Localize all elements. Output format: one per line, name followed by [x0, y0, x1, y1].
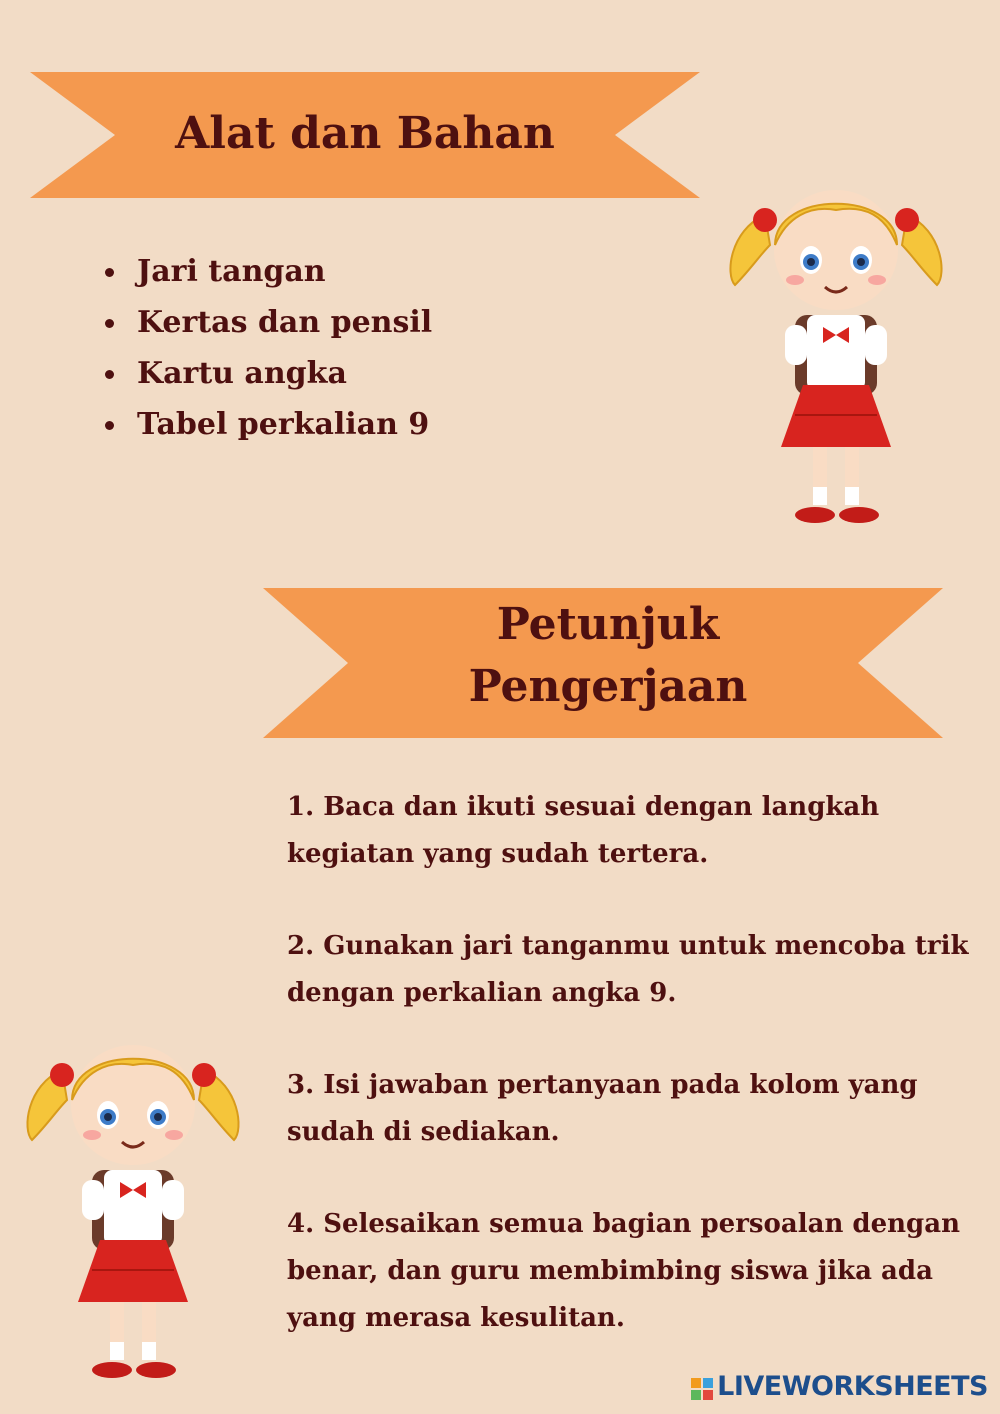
brand-text: LIVEWORKSHEETS	[717, 1371, 988, 1402]
section-title	[263, 594, 943, 718]
liveworksheets-logo-icon	[691, 1376, 713, 1398]
list-item: Kertas dan pensil	[105, 297, 432, 348]
instruction-step: 4. Selesaikan semua bagian persoalan dengan benar, dan guru membimbing siswa jika ada yang merasa kesulitan.	[287, 1209, 960, 1333]
liveworksheets-brand	[691, 1371, 988, 1402]
banner-petunjuk-pengerjaan	[263, 588, 943, 738]
list-item: Jari tangan	[105, 246, 432, 297]
list-item: Kartu angka	[105, 348, 432, 399]
instruction-step: 1. Baca dan ikuti sesuai dengan langkah kegiatan yang sudah tertera.	[287, 792, 880, 869]
section-title-line: Petunjuk	[496, 599, 720, 650]
girl-illustration	[22, 1030, 244, 1390]
banner-alat-dan-bahan	[30, 72, 700, 198]
list-item: Tabel perkalian 9	[105, 399, 432, 450]
girl-illustration	[725, 175, 947, 535]
materials-list	[105, 246, 432, 450]
section-title-line: Pengerjaan	[468, 661, 748, 712]
instructions	[287, 784, 977, 1387]
section-title: Alat dan Bahan	[175, 108, 555, 159]
instruction-step: 3. Isi jawaban pertanyaan pada kolom yang sudah di sediakan.	[287, 1070, 918, 1147]
instruction-step: 2. Gunakan jari tanganmu untuk mencoba trik dengan perkalian angka 9.	[287, 931, 969, 1008]
